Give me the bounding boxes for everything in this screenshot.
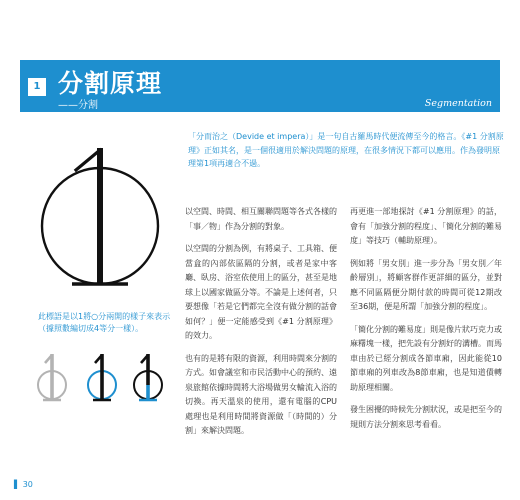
column2-paragraph: 再更進一部地探討《#1 分割原理》的話，會有「加強分割的程度」、「簡化分割的難易度」等技巧（輔助原理）。	[350, 207, 502, 245]
chapter-number: 1	[28, 78, 46, 96]
figure-caption: 此標語是以1將○分兩開的樣子來表示（據照數編切成4等分一樣）。	[38, 312, 171, 333]
chapter-title: 分割原理	[58, 69, 163, 98]
column1-paragraph: 也有的是將有限的資源，利用時間來分割的方式。如會議室和市民活動中心的預約、遠泉旅館依據時間將大浴場做男女輪流入浴的切換。再天溫泉的使用，還有電腦的CPU處理也是利用時間將資源做「（時間的）分割」來解決問題。	[185, 353, 337, 435]
small-figure-blue-circle	[88, 354, 116, 400]
body-column-1	[185, 205, 337, 447]
body-column-2	[350, 205, 502, 440]
intro-paragraph: 「分而治之（Devide et impera）」是一句自古羅馬時代便流傳至今的格言。《#1 分割原理》正如其名，是一個很適用於解決問題的原理，在很多情況下都可以應用。作為發明原理第1項再適合不過。	[188, 132, 504, 168]
chapter-subtitle: ——分割	[58, 100, 98, 111]
page-number-value: 30	[22, 480, 33, 489]
page-number	[14, 480, 33, 489]
page-number-bar: ▌	[14, 480, 21, 489]
column2-paragraph: 「簡化分割的難易度」則是像片狀巧克力或麻糬塊一樣，把先設有分割好的溝槽。而馬車由於已經分割成各節車廂，因此能從10節車廂的列車改為8節車廂，也是知道債轉助原理相關。	[350, 324, 502, 392]
small-figure-gray	[38, 354, 66, 400]
chapter-english-title: Segmentation	[424, 98, 492, 109]
column1-paragraph: 以空間的分割為例，有將桌子、工具箱、便當盒的內部依區隔的分割，或者是家中客廳、臥房、浴室依使用上的區分，甚至是地球上以國家做區分等。不論是上述何者，只要想像「若是它們都完全沒有做分割的話會如何？」便一定能感受到《#1 分割原理》的效力。	[185, 244, 337, 340]
column2-paragraph: 例如將「男女別」進一步分為「男女別／年齡層別」，將顧客群作更詳細的區分，並對應不同區隔便分期付款的時間可從12期改至36期，便是所謂「加強分割的程度」。	[350, 258, 502, 311]
column2-paragraph: 發生困擾的時候先分割狀況，或是把至今的規則方法分割來思考看看。	[350, 405, 502, 429]
column1-paragraph: 以空間、時間、相互關聯問題等各式各樣的「事／物」作為分割的對象。	[185, 207, 337, 231]
small-figure-black-circle	[134, 354, 162, 400]
